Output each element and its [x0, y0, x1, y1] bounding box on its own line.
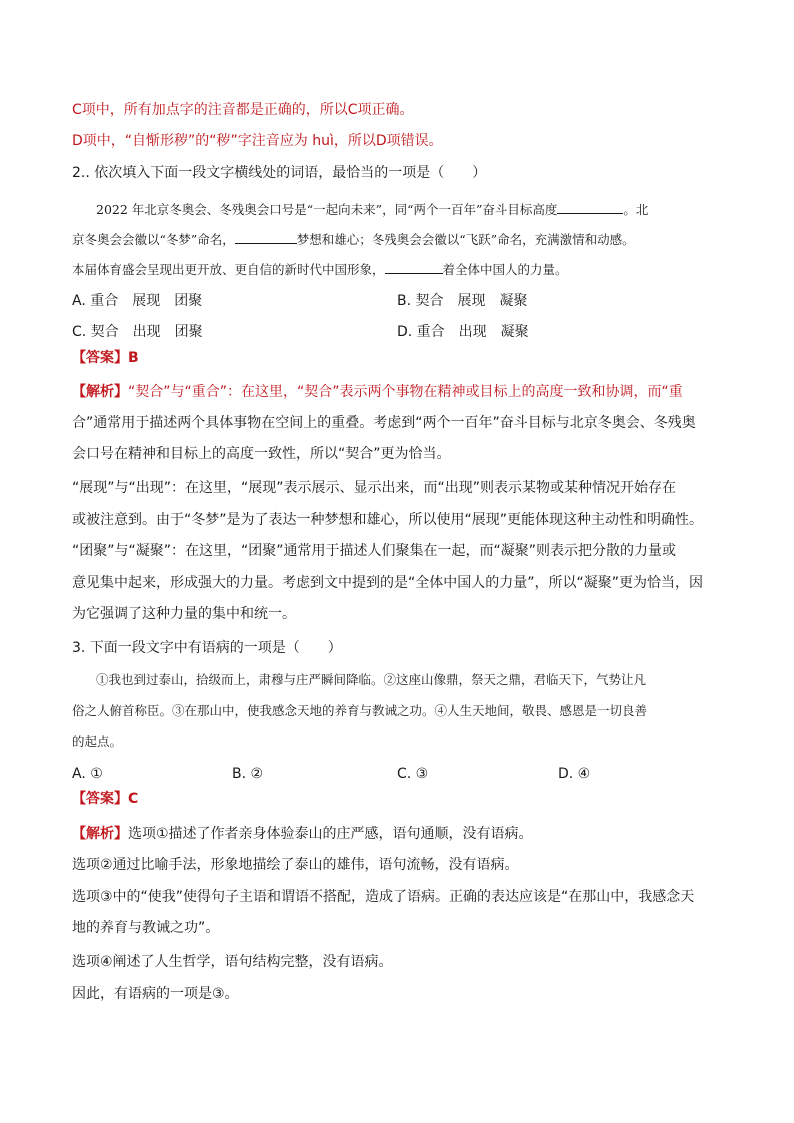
question-3-stem: 3. 下面一段文字中有语病的一项是（ ）	[72, 640, 342, 656]
passage-text: 着全体中国人的力量。	[442, 262, 568, 277]
question-2-passage-line-3	[72, 259, 568, 280]
question-2-stem: 2.. 依次填入下面一段文字横线处的词语，最恰当的一项是（ ）	[72, 165, 487, 181]
analysis-line: “展现”与“出现”：在这里，“展现”表示展示、显示出来，而“出现”则表示某物或某种情况开始存在	[72, 480, 677, 496]
analysis-line: 或被注意到。由于“冬梦”是为了表达一种梦想和雄心，所以使用“展现”更能体现这种主动性和明确性。	[72, 512, 704, 528]
passage-text: 。北	[623, 202, 649, 217]
analysis-line	[72, 382, 683, 402]
analysis-line: 为它强调了这种力量的集中和统一。	[72, 606, 296, 622]
question-3-passage-line-3: 的起点。	[72, 734, 123, 749]
analysis-line: 选项②通过比喻手法，形象地描绘了泰山的雄伟，语句流畅，没有语病。	[72, 857, 519, 873]
analysis-option-d: D项中，“自惭形秽”的“秽”字注音应为 huì，所以D项错误。	[72, 133, 443, 149]
analysis-line: “团聚”与“凝聚”：在这里，“团聚”通常用于描述人们聚集在一起，而“凝聚”则表示把分散的力量或	[72, 543, 677, 559]
answer-label: 【答案】C	[72, 791, 139, 807]
analysis-line: 合”通常用于描述两个具体事物在空间上的重叠。考虑到“两个一百年”奋斗目标与北京冬奥会、冬残奥	[72, 415, 696, 431]
question-3-passage-line-2: 俗之人俯首称臣。③在那山中，使我感念天地的养育与教诫之功。④人生天地间，敬畏、感恩是一切良善	[72, 703, 648, 718]
question-2-passage-line-2	[72, 229, 635, 250]
option-b: B. 契合 展现 凝聚	[397, 293, 528, 309]
passage-text: 本届体育盛会呈现出更开放、更自信的新时代中国形象，	[72, 262, 385, 277]
analysis-label: 【解析】	[72, 384, 128, 400]
analysis-line: 因此，有语病的一项是③。	[72, 986, 239, 1002]
analysis-text: “契合”与“重合”：在这里，“契合”表示两个事物在精神或目标上的高度一致和协调，而“重	[128, 384, 683, 400]
option-c: C. ③	[397, 766, 429, 782]
analysis-label: 【解析】	[72, 826, 128, 842]
analysis-option-c: C项中，所有加点字的注音都是正确的，所以C项正确。	[72, 102, 414, 118]
blank-1	[557, 199, 623, 214]
option-d: D. ④	[558, 766, 591, 782]
analysis-line: 会口号在精神和目标上的高度一致性，所以“契合”更为恰当。	[72, 446, 451, 462]
analysis-line: 地的养育与教诫之功”。	[72, 920, 220, 936]
option-c: C. 契合 出现 团聚	[72, 324, 203, 340]
question-3-passage-line-1: ①我也到过泰山，拾级而上，肃穆与庄严瞬间降临。②这座山像鼎，祭天之鼎，君临天下，气势让凡	[96, 672, 647, 687]
analysis-line: 选项③中的“使我”使得句子主语和谓语不搭配，造成了语病。正确的表达应该是“在那山中，我感念天	[72, 889, 695, 905]
question-2-passage-line-1	[96, 199, 648, 220]
option-a: A. ①	[72, 766, 103, 782]
option-d: D. 重合 出现 凝聚	[397, 324, 529, 340]
option-a: A. 重合 展现 团聚	[72, 293, 203, 309]
blank-3	[385, 259, 443, 274]
analysis-line: 意见集中起来，形成强大的力量。考虑到文中提到的是“全体中国人的力量”，所以“凝聚”更为恰当，因	[72, 575, 704, 591]
analysis-line	[72, 824, 533, 844]
answer-label: 【答案】B	[72, 350, 139, 366]
passage-text: 京冬奥会会徽以“冬梦”命名，	[72, 232, 235, 247]
analysis-line: 选项④阐述了人生哲学，语句结构完整，没有语病。	[72, 954, 393, 970]
passage-text: 2022 年北京冬奥会、冬残奥会口号是“一起向未来”，同“两个一百年”奋斗目标高度	[96, 202, 558, 217]
option-b: B. ②	[232, 766, 264, 782]
blank-2	[235, 229, 297, 244]
analysis-text: 选项①描述了作者亲身体验泰山的庄严感，语句通顺，没有语病。	[128, 826, 533, 842]
passage-text: 梦想和雄心；冬残奥会会徽以“飞跃”命名，充满激情和动感。	[296, 232, 635, 247]
